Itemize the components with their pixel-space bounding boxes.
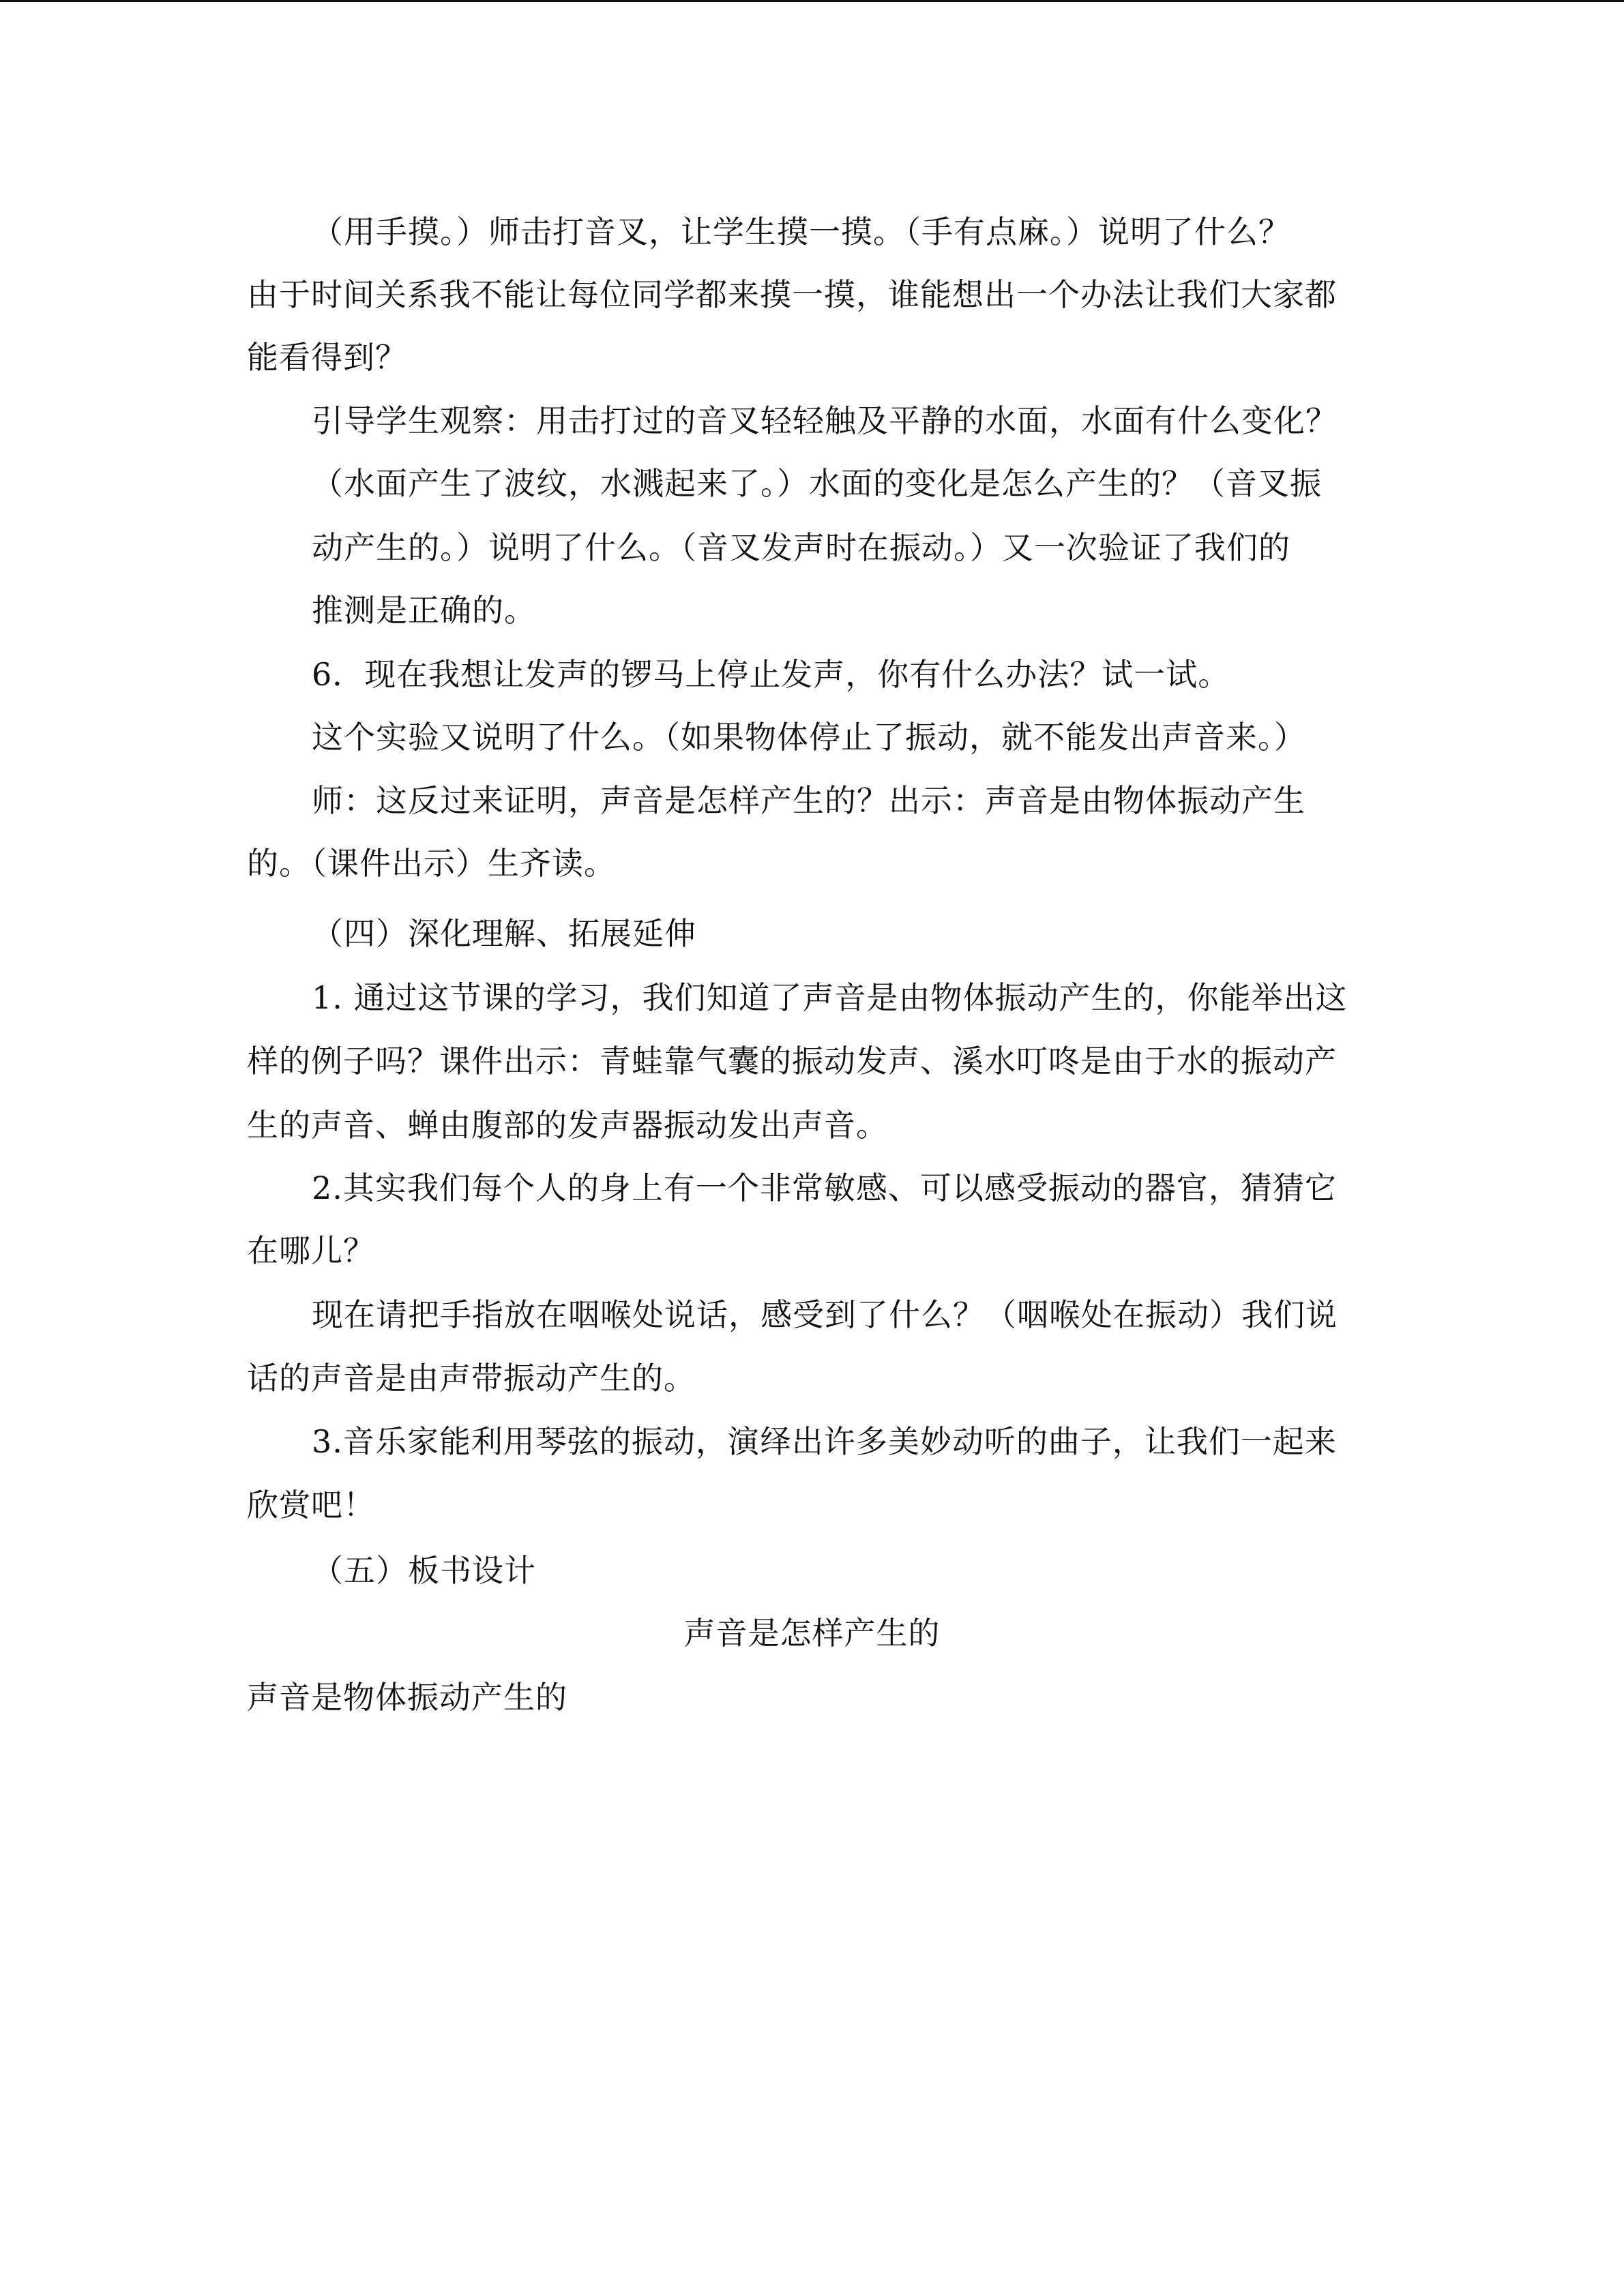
paragraph-line: 生的声音、蝉由腹部的发声器振动发出声音。 <box>247 1107 888 1144</box>
paragraph-line: 2.其实我们每个人的身上有一个非常敏感、可以感受振动的器官，猜猜它 <box>312 1169 1337 1206</box>
paragraph-line: 的。（课件出示）生齐读。 <box>247 845 616 882</box>
paragraph-line: 由于时间关系我不能让每位同学都来摸一摸，谁能想出一个办法让我们大家都 <box>247 276 1337 313</box>
paragraph-line: 现在请把手指放在咽喉处说话，感受到了什么？（咽喉处在振动）我们说 <box>312 1296 1338 1333</box>
paragraph-line: 能看得到？ <box>247 339 407 376</box>
paragraph-line: 在哪儿？ <box>247 1232 375 1269</box>
paragraph-line: 这个实验又说明了什么。（如果物体停止了振动，就不能发出声音来。） <box>312 719 1306 756</box>
section-heading: （四）深化理解、拓展延伸 <box>312 915 696 952</box>
paragraph-line: 师：这反过来证明，声音是怎样产生的？出示：声音是由物体振动产生 <box>312 782 1305 819</box>
board-title: 声音是怎样产生的 <box>683 1615 941 1652</box>
paragraph-line: 引导学生观察：用击打过的音叉轻轻触及平静的水面，水面有什么变化？ <box>312 402 1338 439</box>
paragraph-line: 样的例子吗？课件出示：青蛙靠气囊的振动发声、溪水叮咚是由于水的振动产 <box>247 1043 1337 1079</box>
section-heading: （五）板书设计 <box>312 1552 536 1589</box>
paragraph-line: （水面产生了波纹，水溅起来了。）水面的变化是怎么产生的？（音叉振 <box>312 465 1322 502</box>
paragraph-line: 话的声音是由声带振动产生的。 <box>247 1360 696 1397</box>
paragraph-line: 1. 通过这节课的学习，我们知道了声音是由物体振动产生的，你能举出这 <box>312 979 1348 1016</box>
paragraph-line: 欣赏吧！ <box>247 1487 375 1523</box>
board-content: 声音是物体振动产生的 <box>247 1679 567 1716</box>
paragraph-line: 推测是正确的。 <box>312 592 536 629</box>
paragraph-line: 动产生的。）说明了什么。（音叉发声时在振动。）又一次验证了我们的 <box>312 529 1290 566</box>
paragraph-line: 3.音乐家能利用琴弦的振动，演绎出许多美妙动听的曲子，让我们一起来 <box>312 1423 1337 1460</box>
paragraph-line: 6．现在我想让发声的锣马上停止发声，你有什么办法？试一试。 <box>312 656 1230 693</box>
paragraph-line: （用手摸。）师击打音叉，让学生摸一摸。（手有点麻。）说明了什么？ <box>312 213 1290 250</box>
